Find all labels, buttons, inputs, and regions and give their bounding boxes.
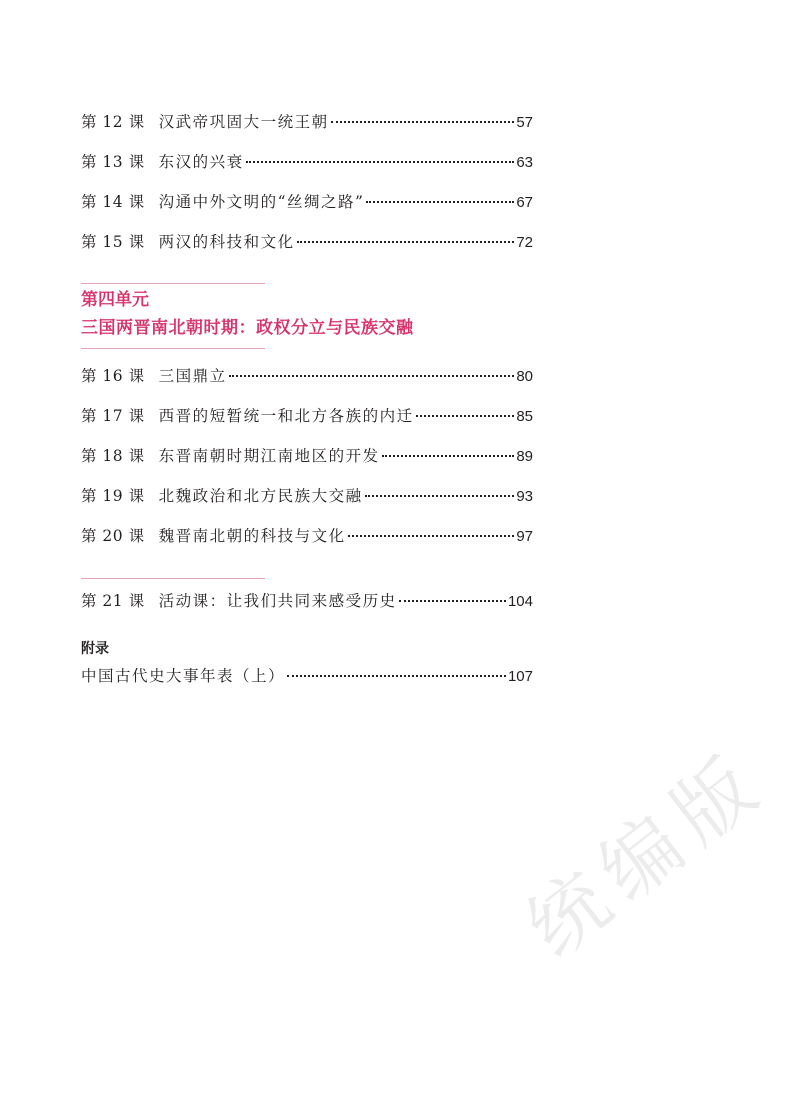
unit-label: 第四单元 — [81, 290, 149, 310]
dot-leader — [297, 241, 515, 243]
page-number: 89 — [516, 448, 533, 465]
page-number: 104 — [507, 593, 533, 610]
edition-watermark: 统编版 — [511, 734, 784, 976]
lesson-number: 第 16 课 — [81, 367, 145, 385]
toc-entry-lesson-15[interactable] — [81, 230, 533, 254]
toc-entry-appendix[interactable] — [81, 664, 533, 688]
page-number: 93 — [516, 488, 533, 505]
lesson-title: 魏晋南北朝的科技与文化 — [158, 527, 346, 545]
lesson-title: 三国鼎立 — [158, 367, 227, 385]
activity-divider — [81, 578, 265, 579]
lesson-number: 第 17 课 — [81, 407, 145, 425]
toc-entry-lesson-18[interactable] — [81, 444, 533, 468]
toc-entry-lesson-16[interactable] — [81, 364, 533, 388]
dot-leader — [331, 121, 515, 123]
dot-leader — [229, 375, 515, 377]
page-number: 97 — [516, 528, 533, 545]
dot-leader — [382, 455, 515, 457]
dot-leader — [348, 535, 515, 537]
lesson-number: 第 14 课 — [81, 193, 145, 211]
page-number: 85 — [516, 408, 533, 425]
lesson-title: 北魏政治和北方民族大交融 — [158, 487, 363, 505]
toc-entry-lesson-20[interactable] — [81, 524, 533, 548]
page-number: 63 — [516, 154, 533, 171]
lesson-title: 汉武帝巩固大一统王朝 — [158, 113, 329, 131]
dot-leader — [366, 201, 514, 203]
toc-entry-lesson-13[interactable] — [81, 150, 533, 174]
lesson-title: 活动课：让我们共同来感受历史 — [158, 592, 397, 610]
lesson-title: 沟通中外文明的“丝绸之路” — [158, 193, 365, 211]
lesson-number: 第 20 课 — [81, 527, 145, 545]
toc-entry-lesson-19[interactable] — [81, 484, 533, 508]
lesson-title: 两汉的科技和文化 — [158, 233, 295, 251]
dot-leader — [365, 495, 515, 497]
dot-leader — [416, 415, 515, 417]
lesson-number: 第 12 课 — [81, 113, 145, 131]
dot-leader — [399, 600, 506, 602]
dot-leader — [246, 161, 515, 163]
lesson-title: 西晋的短暂统一和北方各族的内迁 — [158, 407, 414, 425]
page-number: 57 — [516, 114, 533, 131]
dot-leader — [287, 675, 506, 677]
unit-title[interactable]: 三国两晋南北朝时期：政权分立与民族交融 — [81, 318, 414, 338]
page-number: 80 — [516, 368, 533, 385]
page-number: 72 — [516, 234, 533, 251]
page-number: 107 — [507, 668, 533, 685]
toc-entry-lesson-21[interactable] — [81, 589, 533, 613]
toc-entry-lesson-17[interactable] — [81, 404, 533, 428]
unit-divider-bottom — [81, 348, 265, 349]
appendix-title: 中国古代史大事年表（上） — [81, 667, 286, 685]
appendix-heading: 附录 — [81, 640, 109, 656]
page-number: 67 — [516, 194, 533, 211]
lesson-title: 东晋南朝时期江南地区的开发 — [158, 447, 380, 465]
lesson-title: 东汉的兴衰 — [158, 153, 244, 171]
lesson-number: 第 21 课 — [81, 592, 145, 610]
toc-entry-lesson-12[interactable] — [81, 110, 533, 134]
lesson-number: 第 15 课 — [81, 233, 145, 251]
lesson-number: 第 18 课 — [81, 447, 145, 465]
unit-divider-top — [81, 283, 265, 284]
lesson-number: 第 19 课 — [81, 487, 145, 505]
toc-entry-lesson-14[interactable] — [81, 190, 533, 214]
lesson-number: 第 13 课 — [81, 153, 145, 171]
